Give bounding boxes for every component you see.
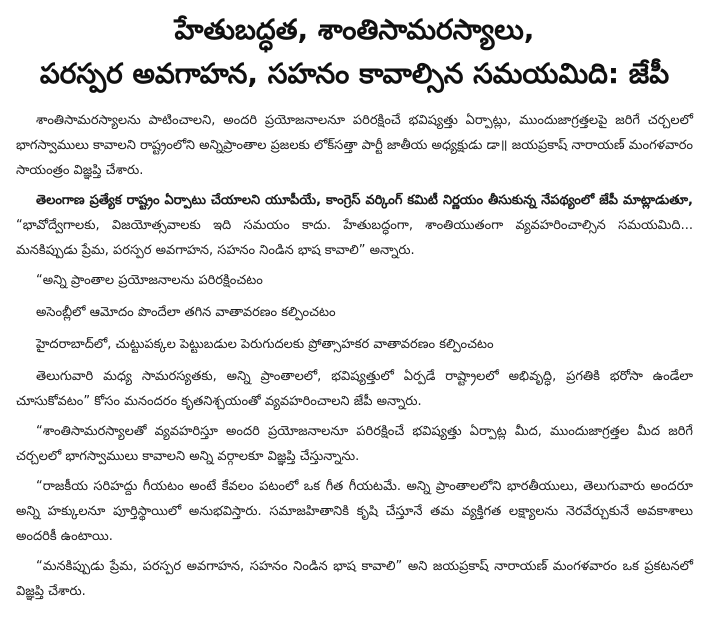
paragraph-9: [16, 554, 693, 604]
paragraph-1: [16, 108, 693, 183]
paragraph-text: “భావోద్వేగాలకు, విజయోత్సవాలకు ఇది సమయం కాదు. హేతుబద్ధంగా, శాంతియుతంగా వ్యవహరించాల్సిన సమయమిది... మనకిప్పుడు ప్రేమ, పరస్పర అవగాహన, సహనం నిండిన భాష కావాలి” అన్నారు.: [16, 218, 693, 258]
paragraph-text: హైదరాబాద్‌లో, చుట్టుపక్కల పెట్టుబడుల పెరుగుదలకు ప్రోత్సాహకర వాతావరణం కల్పించటం: [36, 337, 494, 352]
headline-line-1: హేతుబద్ధత, శాంతిసామరస్యాలు,: [174, 13, 535, 46]
paragraph-text: “అన్ని ప్రాంతాల ప్రయోజనాలను పరిరక్షించటం: [36, 273, 263, 288]
paragraph-text: “శాంతిసామరస్యాలతో వ్యవహరిస్తూ అందరి ప్రయోజనాలనూ పరిరక్షించే భవిష్యత్తు ఏర్పాట్ల మీద, ముందుజాగ్రత్తల మీద జరిగే చర్చలలో భాగస్వాములు కావాలని అన్ని వర్గాలకూ విజ్ఞప్తి చేస్తున్నాను.: [16, 424, 693, 464]
paragraph-7: [16, 419, 693, 469]
article-headline: [16, 8, 693, 96]
paragraph-2: [16, 188, 693, 263]
headline-line-2: పరస్పర అవగాహన, సహనం కావాల్సిన సమయమిది: జేపీ: [39, 57, 670, 90]
article-body: [16, 108, 693, 604]
paragraph-text: శాంతిసామరస్యాలను పాటించాలని, అందరి ప్రయోజనాలనూ పరిరక్షించే భవిష్యత్తు ఏర్పాట్లు, ముందుజాగ్రత్తలపై జరిగే చర్చలలో భాగస్వాములు కావాలని రాష్ట్రంలోని అన్నిప్రాంతాల ప్రజలకు లోక్‌సత్తా పార్టీ జాతీయ అధ్యక్షుడు డా॥ జయప్రకాష్ నారాయణ్ మంగళవారం సాయంత్రం విజ్ఞప్తి చేశారు.: [16, 113, 693, 178]
paragraph-5: [16, 332, 693, 357]
paragraph-8: [16, 474, 693, 549]
paragraph-text: “మనకిప్పుడు ప్రేమ, పరస్పర అవగాహన, సహనం నిండిన భాష కావాలి” అని జయప్రకాష్ నారాయణ్ మంగళవారం ఒక ప్రకటనలో విజ్ఞప్తి చేశారు.: [16, 559, 693, 599]
paragraph-text: “రాజకీయ సరిహద్దు గీయటం అంటే కేవలం పటంలో ఒక గీత గీయటమే. అన్ని ప్రాంతాలలోని భారతీయులు, తెలుగువారు అందరూ అన్ని హక్కులనూ పూర్తిస్థాయిలో అనుభవిస్తారు. సమాజహితానికి కృషి చేస్తూనే తమ వ్యక్తిగత లక్ష్యాలను నెరవేర్చుకునే అవకాశాలు అందరికీ ఉంటాయి.: [16, 479, 693, 544]
paragraph-lead: తెలంగాణ ప్రత్యేక రాష్ట్రం ఏర్పాటు చేయాలని యూపీయే, కాంగ్రెస్ వర్కింగ్ కమిటీ నిర్ణయం తీసుకున్న నేపథ్యంలో జేపీ మాట్లాడుతూ,: [36, 193, 693, 208]
paragraph-6: [16, 364, 693, 414]
paragraph-4: [16, 300, 693, 325]
paragraph-text: అసెంబ్లీలో ఆమోదం పొందేలా తగిన వాతావరణం కల్పించటం: [36, 305, 336, 320]
paragraph-3: [16, 268, 693, 293]
paragraph-text: తెలుగువారి మధ్య సామరస్యతకు, అన్ని ప్రాంతాలలో, భవిష్యత్తులో ఏర్పడే రాష్ట్రాలలో అభివృద్ధి, ప్రగతికి భరోసా ఉండేలా చూసుకోవటం” కోసం మనందరం కృతనిశ్చయంతో వ్యవహరించాలని జేపీ అన్నారు.: [16, 369, 693, 409]
